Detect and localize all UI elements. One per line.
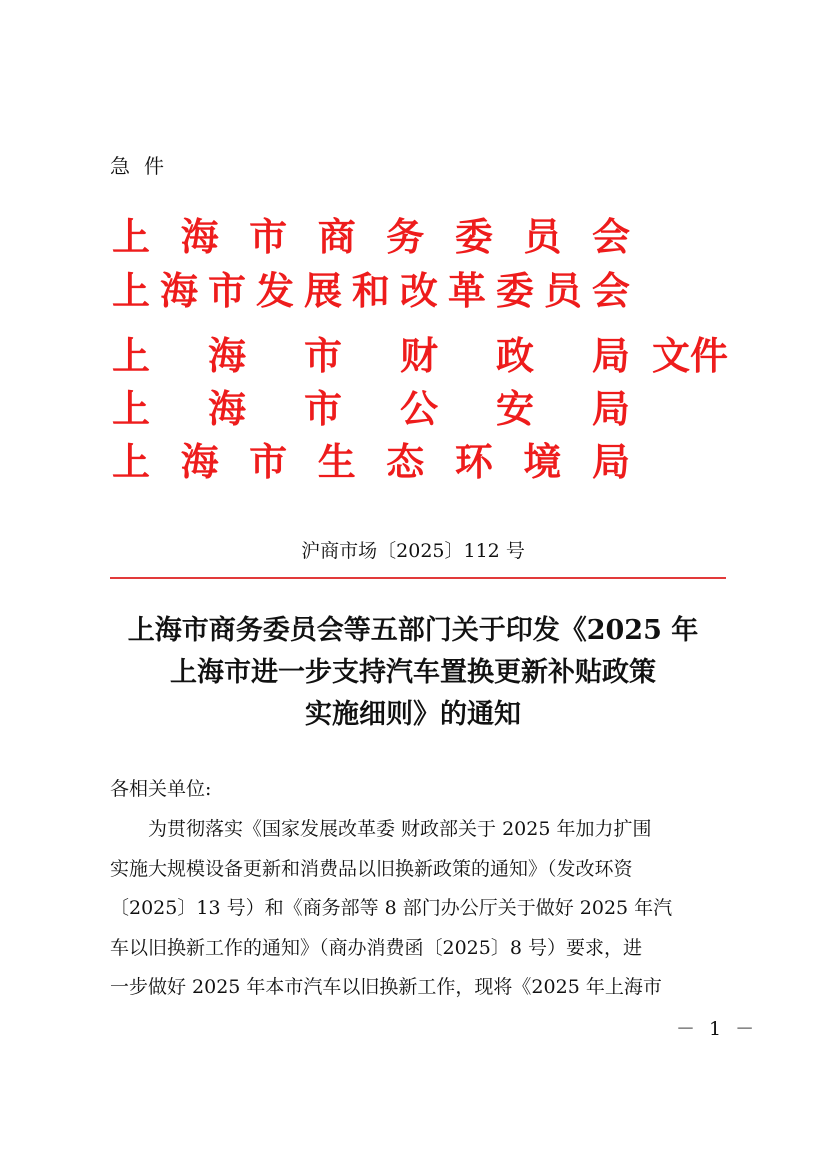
issuer-char: 公 xyxy=(399,387,438,431)
title-line: 上海市进一步支持汽车置换更新补贴政策 xyxy=(170,657,656,688)
issuer-char: 上 xyxy=(112,387,151,431)
issuer-char: 务 xyxy=(386,215,425,259)
issuer-char: 上 xyxy=(112,269,151,313)
issuer-char: 改 xyxy=(399,269,438,313)
issuer-line xyxy=(112,439,630,485)
issuer-char: 市 xyxy=(303,387,342,431)
document-number: 沪商市场〔2025〕112 号 xyxy=(301,540,525,562)
issuer-char: 员 xyxy=(543,269,582,313)
issuer-line xyxy=(112,214,630,260)
red-separator-line xyxy=(110,577,726,579)
paragraph-line: 〔2025〕13 号）和《商务部等 8 部门办公厅关于做好 2025 年汽 xyxy=(110,897,673,919)
issuer-char: 员 xyxy=(523,215,562,259)
issuer-char: 环 xyxy=(454,440,493,484)
paragraph-line: 实施大规模设备更新和消费品以旧换新政策的通知》（发改环资 xyxy=(110,857,633,880)
issuer-char: 发 xyxy=(255,269,294,313)
issuer-char: 委 xyxy=(495,269,534,313)
issuer-char: 市 xyxy=(207,269,246,313)
issuer-char: 局 xyxy=(591,334,630,378)
body-paragraph xyxy=(110,810,730,1008)
page-number: － 1 － xyxy=(676,1018,759,1040)
issuer-char: 市 xyxy=(303,334,342,378)
document-title xyxy=(96,610,730,736)
document-suffix: 文件 xyxy=(652,334,729,378)
issuer-char: 海 xyxy=(180,215,219,259)
issuer-char: 局 xyxy=(591,440,630,484)
issuer-char: 海 xyxy=(207,387,246,431)
issuer-char: 财 xyxy=(399,334,438,378)
issuer-char: 境 xyxy=(523,440,562,484)
issuer-char: 局 xyxy=(591,387,630,431)
issuer-char: 上 xyxy=(112,334,151,378)
issuer-char: 委 xyxy=(454,215,493,259)
issuer-char: 海 xyxy=(159,269,198,313)
urgency-label: 急件 xyxy=(110,154,178,178)
issuer-char: 上 xyxy=(112,215,151,259)
issuer-char: 海 xyxy=(180,440,219,484)
issuer-char: 革 xyxy=(447,269,486,313)
issuer-char: 海 xyxy=(207,334,246,378)
issuer-char: 市 xyxy=(249,440,288,484)
issuer-char: 和 xyxy=(351,269,390,313)
issuer-char: 上 xyxy=(112,440,151,484)
issuer-char: 生 xyxy=(317,440,356,484)
issuer-char: 展 xyxy=(303,269,342,313)
paragraph-line: 为贯彻落实《国家发展改革委 财政部关于 2025 年加力扩围 xyxy=(110,818,652,840)
title-line: 实施细则》的通知 xyxy=(305,699,521,730)
issuer-char: 市 xyxy=(249,215,288,259)
issuer-line xyxy=(112,333,630,379)
paragraph-line: 车以旧换新工作的通知》（商办消费函〔2025〕8 号）要求，进 xyxy=(110,936,642,959)
issuer-char: 安 xyxy=(495,387,534,431)
paragraph-line: 一步做好 2025 年本市汽车以旧换新工作，现将《2025 年上海市 xyxy=(110,976,662,998)
issuer-char: 政 xyxy=(495,334,534,378)
issuer-char: 商 xyxy=(317,215,356,259)
salutation: 各相关单位: xyxy=(110,778,212,800)
issuer-char: 会 xyxy=(591,269,630,313)
title-line: 上海市商务委员会等五部门关于印发《2025 年 xyxy=(127,615,699,646)
issuer-char: 态 xyxy=(386,440,425,484)
issuer-char: 会 xyxy=(591,215,630,259)
issuer-line xyxy=(112,386,630,432)
issuer-line xyxy=(112,268,630,314)
